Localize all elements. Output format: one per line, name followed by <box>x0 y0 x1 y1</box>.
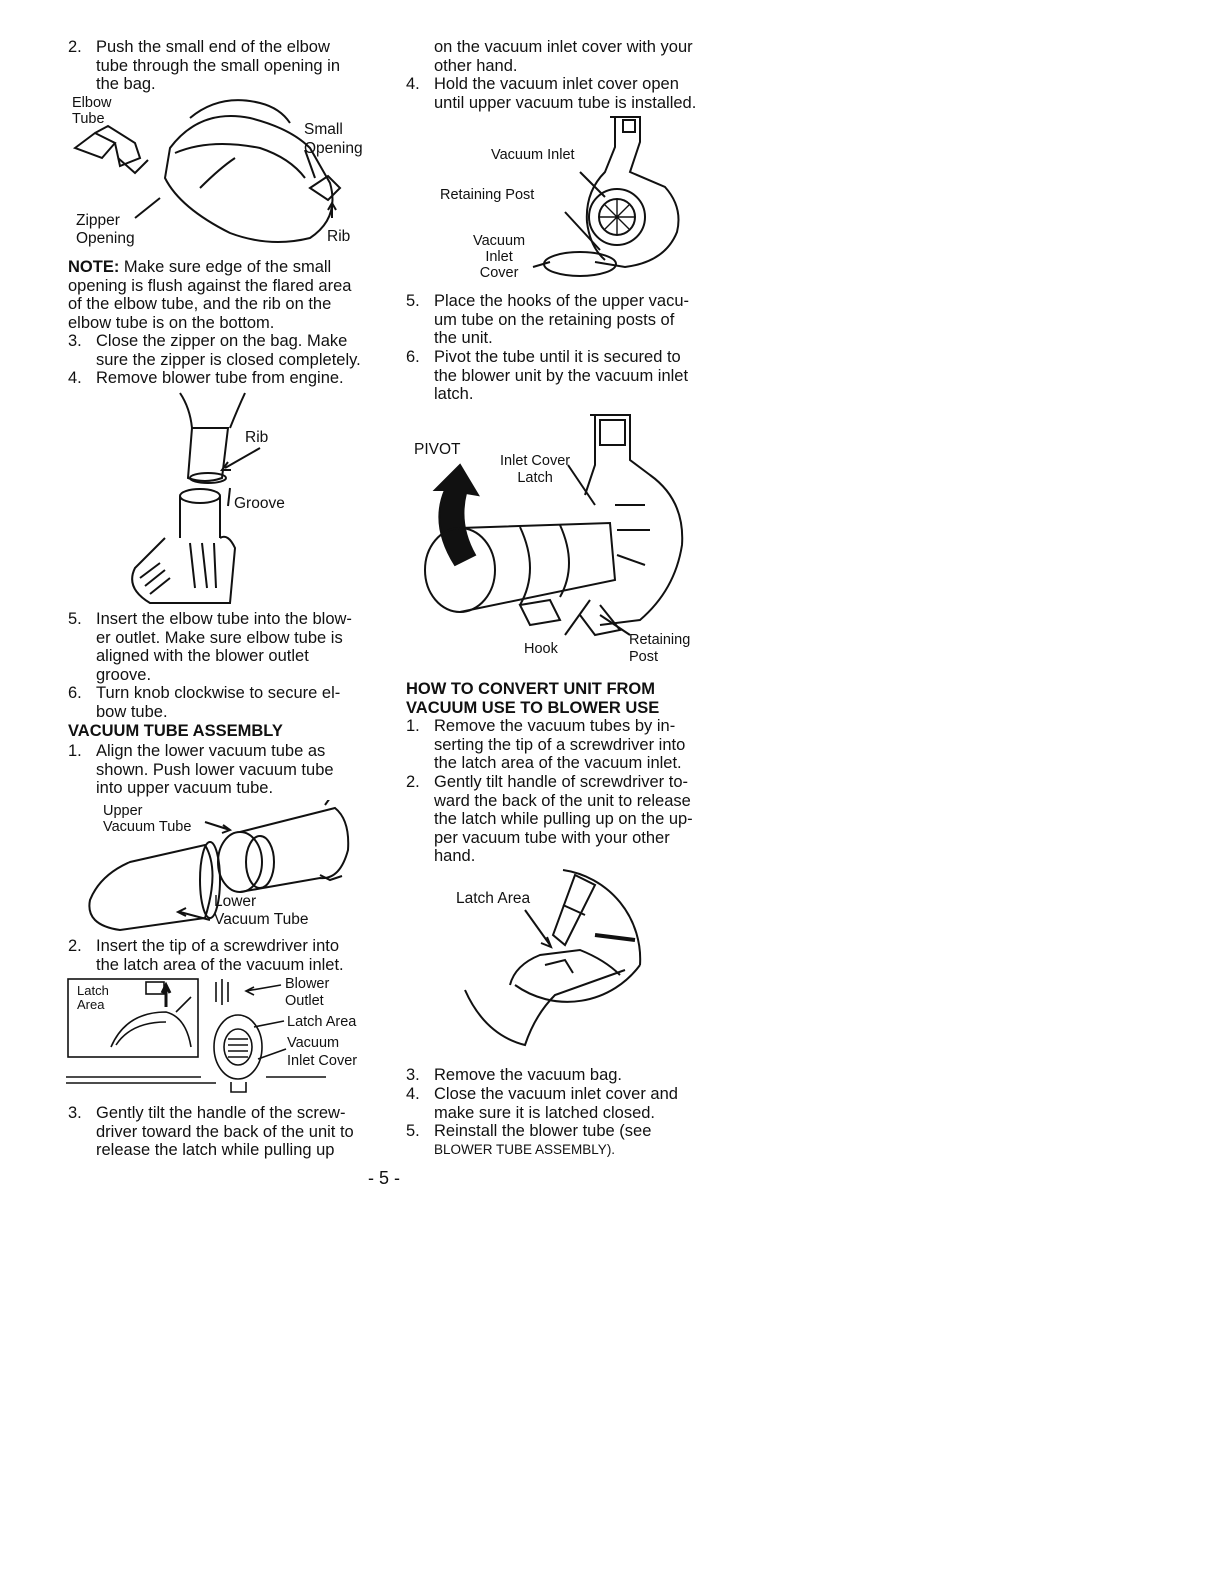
label-groove: Groove <box>234 495 285 512</box>
label-vacuum-inlet: Vacuum Inlet <box>491 147 575 163</box>
label-small-opening: Small Opening <box>304 121 363 157</box>
heading-vacuum-tube-assembly: VACUUM TUBE ASSEMBLY <box>68 722 283 740</box>
label-zipper-opening: Zipper Opening <box>76 212 135 247</box>
label-retaining-post-pivot: Retaining Post <box>629 632 691 665</box>
label-latch-area-right: Latch Area <box>456 890 531 907</box>
label-pivot: PIVOT <box>414 441 461 458</box>
label-latch-area-box: Latch Area <box>77 983 109 1012</box>
label-elbow-tube: Elbow Tube <box>72 95 112 127</box>
label-inlet-cover-latch: Inlet Cover Latch <box>500 453 571 486</box>
label-retaining-post-inlet: Retaining Post <box>440 187 535 203</box>
page-number: - 5 - <box>368 1168 401 1188</box>
label-rib-bag: Rib <box>327 228 351 245</box>
label-rib-engine: Rib <box>245 429 269 446</box>
label-hook: Hook <box>524 641 558 657</box>
note-paragraph: NOTE: Make sure edge of the small opening is flush against the flared area of the elbow tube, and the rib on the elbow tube is on the bottom. <box>68 258 352 332</box>
label-upper-vacuum-tube: Upper Vacuum Tube <box>103 803 192 835</box>
label-latch-area: Latch Area <box>287 1014 357 1030</box>
label-vacuum-inlet-cover-left: Vacuum Inlet Cover <box>287 1035 358 1069</box>
heading-convert-unit: HOW TO CONVERT UNIT FROM VACUUM USE TO BLOWER USE <box>406 680 660 717</box>
label-blower-outlet: Blower Outlet <box>285 976 330 1009</box>
label-lower-vacuum-tube: Lower Vacuum Tube <box>214 893 309 928</box>
label-vacuum-inlet-cover-right: Vacuum Inlet Cover <box>473 233 526 281</box>
